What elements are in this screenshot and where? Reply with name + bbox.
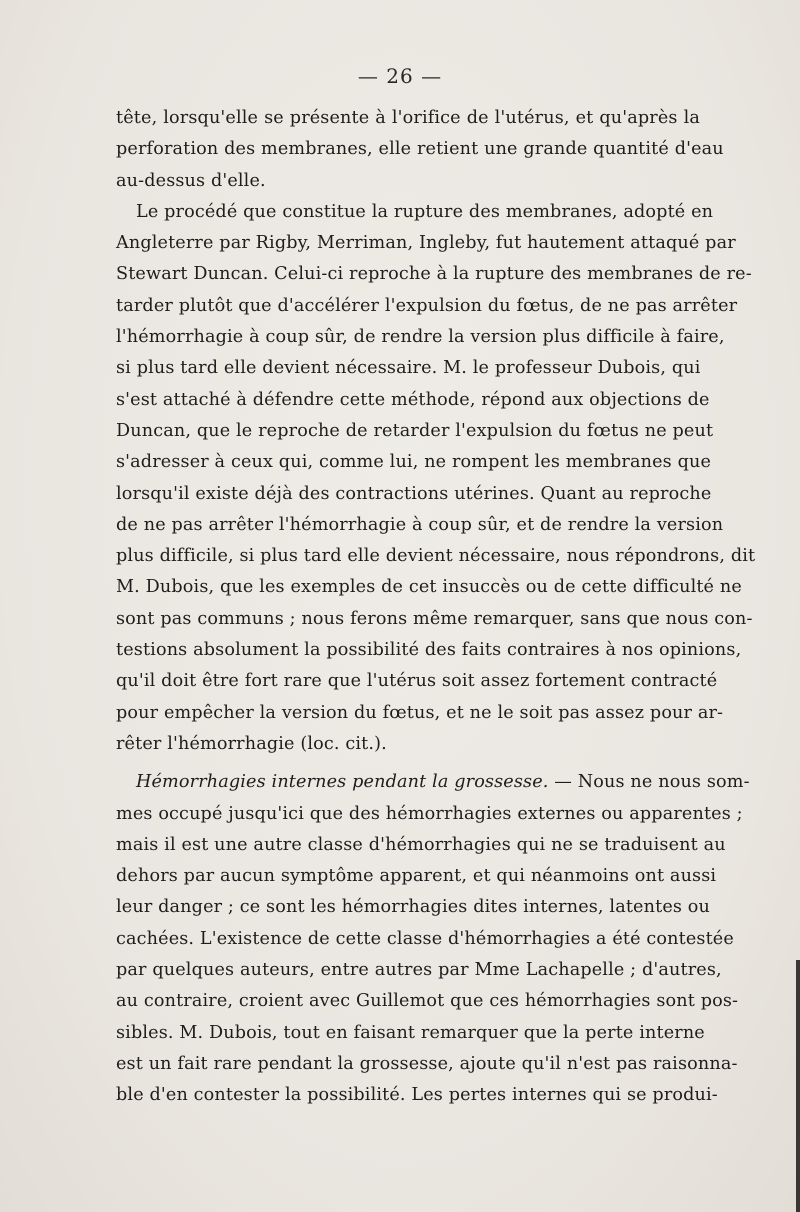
text-line: tarder plutôt que d'accélérer l'expulsion du fœtus, de ne pas arrêter bbox=[116, 295, 738, 316]
text-line: lorsqu'il existe déjà des contractions utérines. Quant au reproche bbox=[116, 483, 712, 504]
text-line bbox=[116, 767, 750, 798]
text-line: s'est attaché à défendre cette méthode, répond aux objections de bbox=[116, 389, 710, 410]
paragraph-hemorrhagies-internes bbox=[116, 767, 750, 1111]
text-line: cachées. L'existence de cette classe d'hémorrhagies a été contestée bbox=[116, 928, 734, 949]
text-line: pour empêcher la version du fœtus, et ne le soit pas assez pour ar- bbox=[116, 702, 724, 723]
text-line: ble d'en contester la possibilité. Les pertes internes qui se produi- bbox=[116, 1085, 718, 1106]
text-line: tête, lorsqu'elle se présente à l'orifice de l'utérus, et qu'après la bbox=[116, 108, 700, 128]
text-line: rêter l'hémorrhagie (loc. cit.). bbox=[116, 733, 387, 754]
text-line: Duncan, que le reproche de retarder l'expulsion du fœtus ne peut bbox=[116, 420, 714, 441]
heading-continuation: — Nous ne nous som- bbox=[548, 772, 750, 793]
text-line: Le procédé que constitue la rupture des membranes, adopté en bbox=[136, 201, 714, 222]
text-line: de ne pas arrêter l'hémorrhagie à coup sûr, et de rendre la version bbox=[116, 514, 724, 535]
section-heading: Hémorrhagies internes pendant la grossesse. bbox=[136, 772, 549, 793]
text-line: sont pas communs ; nous ferons même remarquer, sans que nous con- bbox=[116, 608, 753, 629]
text-line: s'adresser à ceux qui, comme lui, ne rompent les membranes que bbox=[116, 452, 712, 473]
text-line: est un fait rare pendant la grossesse, ajoute qu'il n'est pas raisonna- bbox=[116, 1053, 738, 1074]
text-line: dehors par aucun symptôme apparent, et qui néanmoins ont aussi bbox=[116, 866, 717, 887]
text-line: qu'il doit être fort rare que l'utérus soit assez fortement contracté bbox=[116, 671, 718, 692]
text-line: plus difficile, si plus tard elle devient nécessaire, nous répondrons, dit bbox=[116, 546, 756, 567]
body-text bbox=[116, 103, 756, 1112]
text-line: leur danger ; ce sont les hémorrhagies dites internes, latentes ou bbox=[116, 897, 711, 918]
paragraph-rupture-des-membranes bbox=[116, 197, 756, 760]
text-line: au contraire, croient avec Guillemot que ces hémorrhagies sont pos- bbox=[116, 991, 739, 1012]
text-line: testions absolument la possibilité des faits contraires à nos opinions, bbox=[116, 640, 742, 661]
text-line: sibles. M. Dubois, tout en faisant remarquer que la perte interne bbox=[116, 1022, 705, 1043]
paragraph-continuation bbox=[116, 103, 724, 197]
text-line: M. Dubois, que les exemples de cet insuccès ou de cette difficulté ne bbox=[116, 577, 742, 598]
text-line: par quelques auteurs, entre autres par Mme Lachapelle ; d'autres, bbox=[116, 960, 722, 981]
page-number: — 26 — bbox=[357, 64, 443, 88]
text-line: Stewart Duncan. Celui-ci reproche à la rupture des membranes de re- bbox=[116, 264, 752, 285]
text-line: perforation des membranes, elle retient une grande quantité d'eau bbox=[116, 139, 724, 160]
text-line: Angleterre par Rigby, Merriman, Ingleby, fut hautement attaqué par bbox=[116, 233, 736, 254]
text-line: mes occupé jusqu'ici que des hémorrhagies externes ou apparentes ; bbox=[116, 803, 743, 824]
text-line: au-dessus d'elle. bbox=[116, 170, 266, 191]
text-line: l'hémorrhagie à coup sûr, de rendre la version plus difficile à faire, bbox=[116, 327, 725, 348]
text-line: mais il est une autre classe d'hémorrhagies qui ne se traduisent au bbox=[116, 834, 726, 855]
text-line: si plus tard elle devient nécessaire. M. le professeur Dubois, qui bbox=[116, 358, 701, 379]
page-edge-shadow bbox=[796, 960, 800, 1212]
